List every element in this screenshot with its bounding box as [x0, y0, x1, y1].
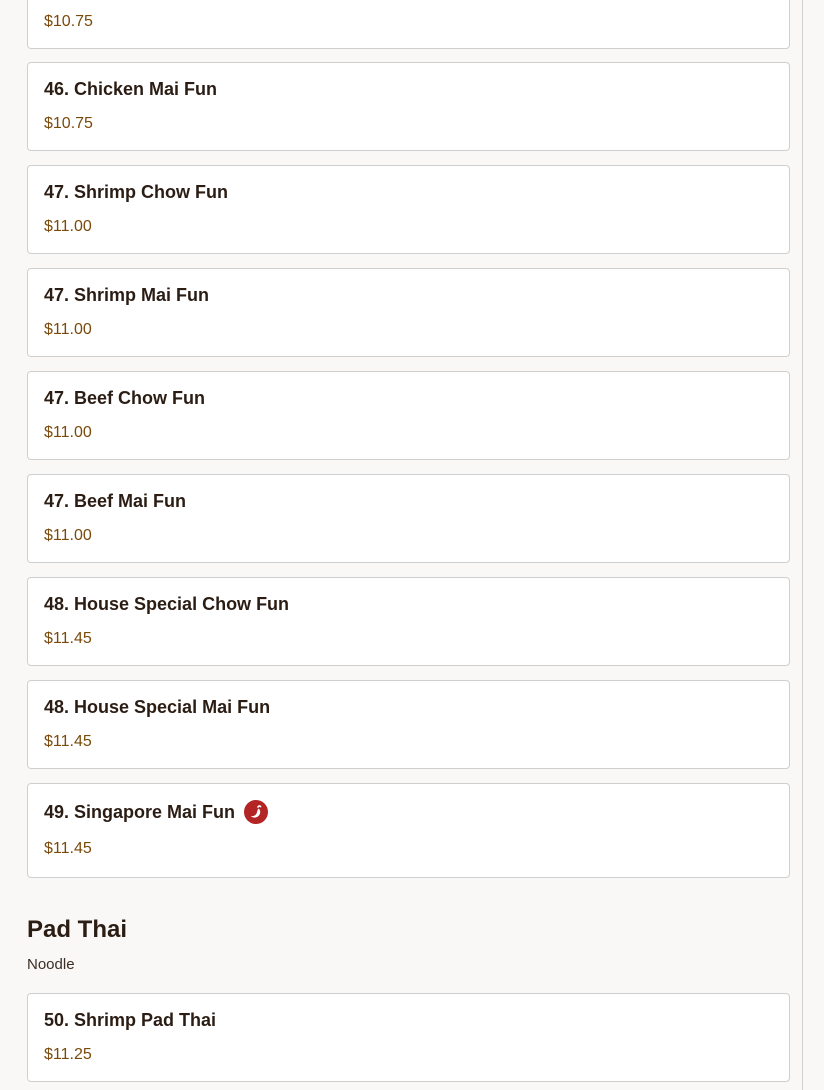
- menu-item-card[interactable]: [27, 371, 790, 460]
- menu-item-card[interactable]: [27, 993, 790, 1082]
- item-name-row: [44, 800, 268, 824]
- item-name: 48. House Special Chow Fun: [44, 594, 290, 614]
- item-price: $11.25: [44, 1046, 92, 1063]
- item-name: 50. Shrimp Pad Thai: [44, 1010, 217, 1030]
- item-name: 47. Shrimp Mai Fun: [44, 285, 210, 305]
- item-price: $11.00: [44, 218, 92, 235]
- item-price: $11.00: [44, 527, 92, 544]
- menu-item-card[interactable]: [27, 680, 790, 769]
- spicy-pepper-icon: [244, 800, 268, 824]
- item-name: 49. Singapore Mai Fun: [44, 801, 236, 822]
- scroll-edge-divider: [802, 0, 803, 1090]
- item-price: $11.00: [44, 321, 92, 338]
- menu-item-card[interactable]: [27, 577, 790, 666]
- item-name: 47. Shrimp Chow Fun: [44, 182, 229, 202]
- item-price: $11.00: [44, 424, 92, 441]
- menu-item-card[interactable]: [27, 165, 790, 254]
- item-price: $11.45: [44, 733, 92, 750]
- section-title: Pad Thai: [27, 916, 128, 943]
- item-name: 47. Beef Chow Fun: [44, 388, 206, 408]
- menu-item-card[interactable]: [27, 0, 790, 49]
- item-name: 47. Beef Mai Fun: [44, 491, 187, 511]
- item-price: $10.75: [44, 115, 93, 132]
- menu-item-card[interactable]: [27, 474, 790, 563]
- section-description: Noodle: [27, 956, 75, 973]
- menu-item-card[interactable]: [27, 268, 790, 357]
- item-name: 48. House Special Mai Fun: [44, 697, 271, 717]
- menu-item-card[interactable]: [27, 62, 790, 151]
- item-price: $10.75: [44, 13, 93, 30]
- item-price: $11.45: [44, 840, 92, 857]
- item-name: 46. Chicken Mai Fun: [44, 79, 218, 99]
- item-price: $11.45: [44, 630, 92, 647]
- menu-item-card[interactable]: [27, 783, 790, 878]
